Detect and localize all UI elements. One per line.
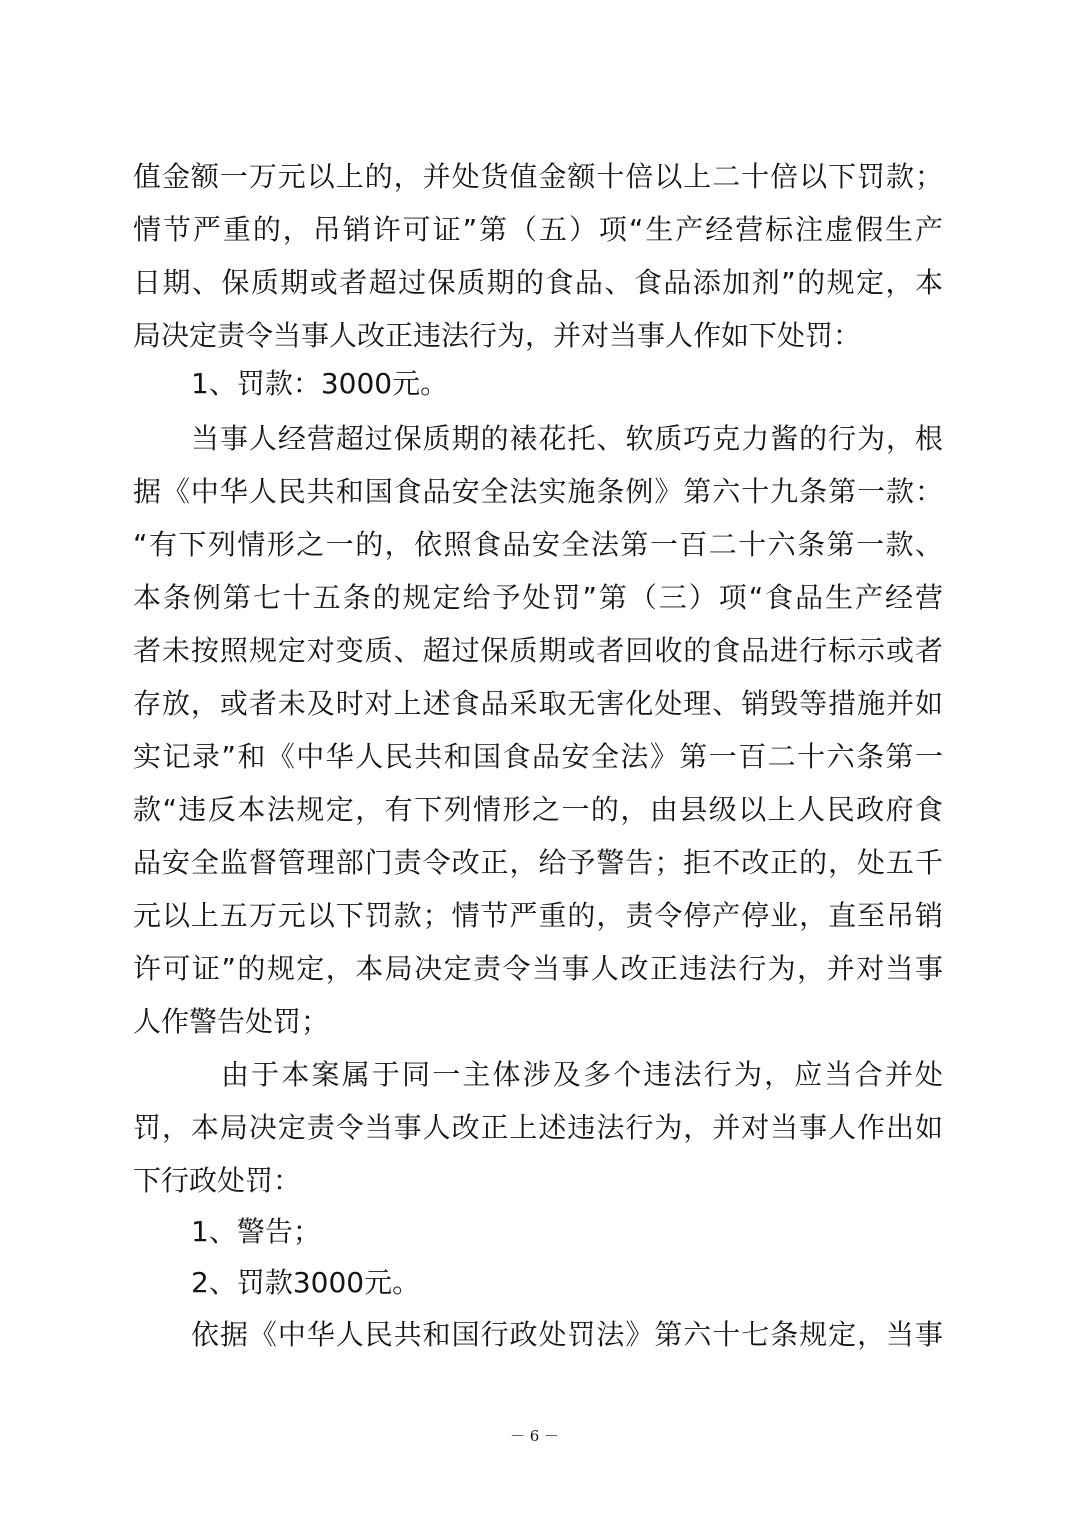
- paragraph-first-line: 当事人经营超过保质期的裱花托、软质巧克力酱的行为，根: [191, 422, 943, 455]
- text-line: 据《中华人民共和国食品安全法实施条例》第六十九条第一款：: [133, 475, 943, 508]
- text-line: 值金额一万元以上的，并处货值金额十倍以上二十倍以下罚款；: [133, 160, 943, 193]
- list-item: 2、罚款3000元。: [191, 1266, 421, 1299]
- text-line: 存放，或者未及时对上述食品采取无害化处理、销毁等措施并如: [133, 687, 943, 720]
- text-line: 实记录”和《中华人民共和国食品安全法》第一百二十六条第一: [133, 740, 943, 773]
- list-item: 1、警告；: [191, 1215, 321, 1248]
- paragraph-first-line: 依据《中华人民共和国行政处罚法》第六十七条规定，当事: [191, 1318, 943, 1351]
- text-line: 款“违反本法规定，有下列情形之一的，由县级以上人民政府食: [133, 793, 943, 826]
- text-line: 局决定责令当事人改正违法行为，并对当事人作如下处罚：: [133, 319, 862, 352]
- text-line: 许可证”的规定，本局决定责令当事人改正违法行为，并对当事: [133, 952, 943, 985]
- text-line: 日期、保质期或者超过保质期的食品、食品添加剂”的规定，本: [133, 266, 943, 299]
- text-line: 品安全监督管理部门责令改正，给予警告；拒不改正的，处五千: [133, 846, 943, 879]
- text-line: 本条例第七十五条的规定给予处罚”第（三）项“食品生产经营: [133, 581, 943, 614]
- list-item: 1、罚款：3000元。: [191, 367, 449, 400]
- page-number: － 6 －: [509, 1427, 560, 1445]
- paragraph-first-line: 由于本案属于同一主体涉及多个违法行为，应当合并处: [221, 1058, 943, 1091]
- text-line: 罚，本局决定责令当事人改正上述违法行为，并对当事人作出如: [133, 1111, 943, 1144]
- text-line: 元以上五万元以下罚款；情节严重的，责令停产停业，直至吊销: [133, 899, 943, 932]
- text-line: 情节严重的，吊销许可证”第（五）项“生产经营标注虚假生产: [133, 213, 943, 246]
- text-line: 者未按照规定对变质、超过保质期或者回收的食品进行标示或者: [133, 634, 943, 667]
- text-line: 下行政处罚：: [133, 1164, 302, 1197]
- text-line: 人作警告处罚；: [133, 1005, 330, 1038]
- text-line: “有下列情形之一的，依照食品安全法第一百二十六条第一款、: [133, 528, 943, 561]
